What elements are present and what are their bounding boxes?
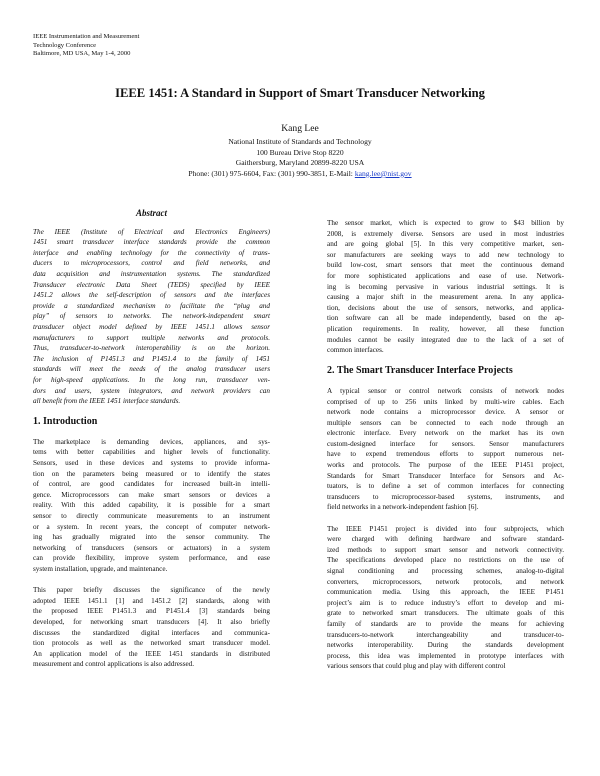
text-line: An application model of the IEEE 1451 standards in distributed <box>33 649 270 658</box>
text-line: tuators, is to define a set of common interfaces for connecting <box>327 482 564 491</box>
text-line: network node contains a microprocessor device. A sensor or <box>327 408 564 417</box>
email-link[interactable]: kang.lee@nist.gov <box>354 168 412 178</box>
text-line: signal conditioning and processing schemes, analog-to-digital <box>327 567 564 575</box>
text-line: Standards for Smart Transducer Interface for Sensors and Ac- <box>327 471 564 480</box>
text-line: multiple sensors can be connected to each node through an <box>327 418 564 427</box>
text-line: developed, for networking smart transducers [4]. It also briefly <box>33 617 270 626</box>
text-line: tems with better capabilities and higher levels of functionality. <box>33 448 270 457</box>
text-line: causing a major shift in the measurement arena. In any applica- <box>327 293 564 302</box>
text-line: tion on the parameters being measured or to identify the states <box>33 469 270 478</box>
text-line: tion protocols as well as the networked smart transducer model. <box>33 639 270 648</box>
text-line: 1451.2 allows the self-description of sensors and the interfaces <box>33 291 270 300</box>
text-line: electronic interface. Every network on the market has its own <box>327 429 564 438</box>
text-line: gence. Microprocessors can make smart sensors or devices a <box>33 490 270 499</box>
text-line: Thus, transducer-to-network interoperability is on the horizon. <box>33 344 270 353</box>
text-line: or a system. In recent years, the concept of computer network- <box>33 522 270 531</box>
text-line: have to expend tremendous efforts to support numerous net- <box>327 450 564 459</box>
text-line: adopted IEEE 1451.1 [1] and 1451.2 [2] standards, along with <box>33 596 270 605</box>
text-line: communication media. Using this approach, the IEEE P1451 <box>327 588 564 597</box>
text-line: system installation, upgrade, and maintenance. <box>33 565 168 573</box>
text-line: tion software can all be made independently, based on the ap- <box>327 314 564 323</box>
right-column <box>327 218 564 683</box>
text-line: sensor to directly communicate measurements to an instrument <box>33 512 270 521</box>
affiliation-contact <box>0 169 600 180</box>
section-2-paragraph-1 <box>327 386 564 513</box>
text-line: various sensors that could plug and play with different control <box>327 662 506 671</box>
text-line: of control, are good candidates for increased built-in intelli- <box>33 480 270 489</box>
text-line: networks interoperability. During the standards development <box>327 641 564 650</box>
affiliation-address-1: 100 Bureau Drive Stop 8220 <box>256 147 344 157</box>
text-line: sor manufacturers are seeking ways to add new technology to <box>327 250 564 259</box>
text-line: grate to networked smart transducers. The ultimate goals of this <box>327 609 564 618</box>
affiliation-org: National Institute of Standards and Technology <box>228 137 372 146</box>
text-line: measurement and control applications is also addressed. <box>33 660 195 669</box>
text-line: 1451 smart transducer interface standards provide the common <box>33 238 270 247</box>
market-paragraph <box>327 218 564 356</box>
left-column <box>33 208 270 681</box>
conference-line-1: IEEE Instrumentation and Measurement <box>33 33 140 40</box>
text-line: The marketplace is demanding devices, appliances, and sys- <box>33 437 270 446</box>
text-line: standards will meet the needs of the analog transducer users <box>33 365 270 374</box>
conference-line-2: Technology Conference <box>33 41 97 49</box>
text-line: field networks in a network-independent fashion [6]. <box>327 503 479 512</box>
text-line: discusses the standardized digital interfaces and communica- <box>33 628 270 637</box>
text-line: modules cannot be easily integrated due to the lack of a set of <box>327 335 564 344</box>
text-line: manufacturers to support multiple networks and protocols. <box>33 333 270 342</box>
intro-paragraph-1 <box>33 437 270 575</box>
text-line: transducers to microprocessor-based systems, instruments, and <box>327 492 564 501</box>
text-line: for more sophisticated applications and ease of use. Network- <box>327 271 564 280</box>
text-line: provide a standardized mechanism to facilitate the “plug and <box>33 301 270 310</box>
text-line: converters, microprocessors, network protocols, and network <box>327 577 564 586</box>
text-line: common interfaces. <box>327 346 384 355</box>
text-line: transducer object model defined by IEEE 1451.1 allows sensor <box>33 322 270 331</box>
text-line: The IEEE P1451 project is divided into four subprojects, which <box>327 524 564 533</box>
text-line: the proposed IEEE P1451.3 and P1451.4 [3] standards being <box>33 607 270 616</box>
abstract-heading: Abstract <box>135 208 167 218</box>
text-line: Transducer electronic Data Sheet (TEDS) specified by IEEE <box>33 280 270 289</box>
conference-info <box>33 33 139 59</box>
text-line: This paper briefly discusses the significance of the newly <box>33 586 270 595</box>
section-2-heading: 2. The Smart Transducer Interface Projects <box>327 365 513 377</box>
text-line: comprised of up to 256 units linked by multi-wire cables. Each <box>327 397 564 406</box>
text-line: can provide flexibility, improve system performance, and ease <box>33 554 270 563</box>
abstract-body <box>33 227 270 407</box>
text-line: ing has gradually migrated into the sensor community. The <box>33 533 270 542</box>
text-line: plication requirements. In reality, however, all these function <box>327 324 564 333</box>
text-line: and are going global [5]. In this very competitive market, sen- <box>327 240 564 249</box>
text-line: process, this idea was implemented in prototype interfaces with <box>327 651 564 660</box>
section-1-heading: 1. Introduction <box>33 416 98 428</box>
text-line: networking of transducers (sensors or actuators) in a system <box>33 543 270 552</box>
text-line: Sensors, used in these devices and systems to provide informa- <box>33 459 270 468</box>
text-line: 2008, is extremely diverse. Sensors are used in most industries <box>327 229 564 238</box>
conference-line-3: Baltimore, MD USA, May 1-4, 2000 <box>33 50 131 58</box>
text-line: ized methods to support smart sensor and network connectivity. <box>327 545 564 554</box>
paper-title: IEEE 1451: A Standard in Support of Smart Transducer Networking <box>115 86 485 100</box>
text-line: reality. With this added capability, it is possible for a smart <box>33 501 270 510</box>
text-line: The specifications developed place no restrictions on the use of <box>327 556 564 565</box>
text-line: build low-cost, smart sensors that meet the continuous demand <box>327 261 564 270</box>
text-line: for high-speed applications. In the long run, transducer ven- <box>33 375 270 384</box>
contact-text: Phone: (301) 975-6604, Fax: (301) 990-3851, E-Mail: <box>188 168 355 178</box>
text-line: project’s aim is to reduce industry’s effort to develop and mi- <box>327 598 564 607</box>
text-line: The sensor market, which is expected to grow to $43 billion by <box>327 219 564 227</box>
text-line: were charged with defining hardware and software standard- <box>327 535 564 544</box>
text-line: A typical sensor or control network consists of network nodes <box>327 386 564 395</box>
text-line: ducers to microprocessors, control and field networks, and <box>33 259 270 268</box>
text-line: data acquisition and instrumentation systems. The standardized <box>33 269 270 278</box>
text-line: dors and users, system integrators, and network providers can <box>33 386 270 395</box>
text-line: all benefit from the IEEE 1451 interface standards. <box>33 397 181 406</box>
text-line: family of standards are to provide the means for achieving <box>327 619 564 628</box>
intro-paragraph-2 <box>33 585 270 670</box>
text-line: The IEEE (Institute of Electrical and Electronics Engineers) <box>33 227 270 236</box>
text-line: transducers-to-network interchangeability and transducer-to- <box>327 630 564 639</box>
affiliation-address-2: Gaithersburg, Maryland 20899-8220 USA <box>235 158 365 168</box>
text-line: works and protocols. The purpose of the IEEE P1451 project, <box>327 461 564 470</box>
text-line: ing is becoming pervasive in various industrial settings. It is <box>327 282 564 291</box>
section-2-paragraph-2 <box>327 524 564 672</box>
author-affiliation <box>0 137 600 179</box>
text-line: custom-designed interface for sensors. Sensor manufacturers <box>327 439 564 448</box>
text-line: The inclusion of P1451.3 and P1451.4 to the family of 1451 <box>33 354 270 363</box>
text-line: play” of sensors to networks. The network-independent smart <box>33 312 270 321</box>
text-line: tion, decisions about the use of sensors, networks, and applica- <box>327 303 564 312</box>
text-line: interface and enabling technology for the connectivity of trans- <box>33 248 270 257</box>
author-name: Kang Lee <box>281 123 319 134</box>
